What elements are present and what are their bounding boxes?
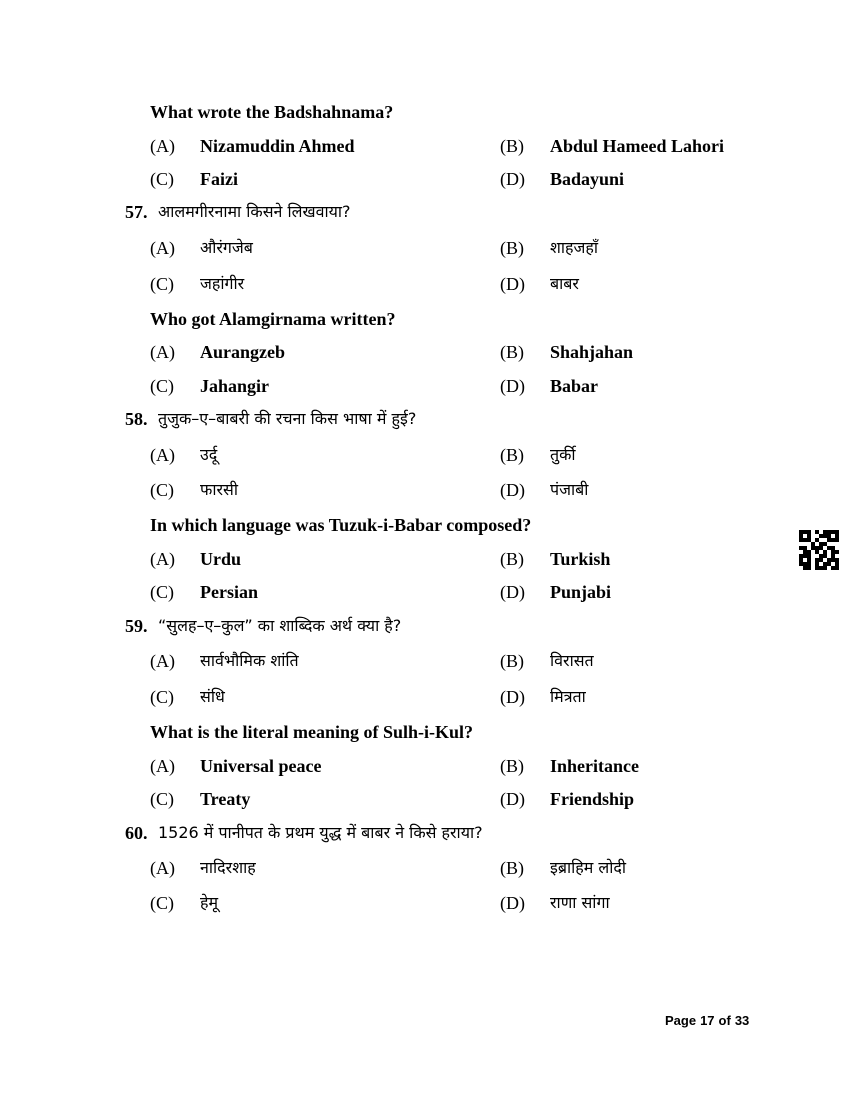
option-label: (D) <box>500 480 525 500</box>
option-label: (D) <box>500 582 525 602</box>
option-text: फारसी <box>200 480 238 499</box>
option-text: Punjabi <box>550 582 612 602</box>
question-number: 58. <box>125 409 148 429</box>
option-text: Faizi <box>200 169 238 189</box>
option-text: Babar <box>550 376 599 396</box>
option-text: विरासत <box>550 651 594 670</box>
option-text: हेमू <box>200 893 219 912</box>
option-text: Urdu <box>200 549 242 569</box>
option-label: (B) <box>500 342 524 362</box>
option-label: (A) <box>150 756 175 776</box>
option-text: शाहजहाँ <box>550 238 599 257</box>
option-label: (D) <box>500 274 525 294</box>
option-text: पंजाबी <box>550 480 589 499</box>
option-label: (B) <box>500 651 524 671</box>
option-label: (A) <box>150 136 175 156</box>
option-text: Jahangir <box>200 376 270 396</box>
option-label: (D) <box>500 169 525 189</box>
option-label: (C) <box>150 893 174 913</box>
option-text: इब्राहिम लोदी <box>550 858 627 877</box>
qr-code-icon <box>799 530 839 570</box>
option-label: (D) <box>500 687 525 707</box>
option-text: Treaty <box>200 789 251 809</box>
option-label: (A) <box>150 651 175 671</box>
option-text: Shahjahan <box>550 342 634 362</box>
option-label: (B) <box>500 136 524 156</box>
option-text: बाबर <box>550 274 579 293</box>
option-label: (B) <box>500 549 524 569</box>
option-text: संधि <box>200 687 225 706</box>
option-label: (C) <box>150 480 174 500</box>
question-text: तुजुक–ए–बाबरी की रचना किस भाषा में हुई? <box>158 409 417 428</box>
option-text: Abdul Hameed Lahori <box>550 136 725 156</box>
option-label: (B) <box>500 858 524 878</box>
question-text: What wrote the Badshahnama? <box>150 102 394 122</box>
option-label: (D) <box>500 789 525 809</box>
option-text: औरंगजेब <box>200 238 253 257</box>
option-label: (A) <box>150 445 175 465</box>
question-number: 60. <box>125 823 148 843</box>
option-text: Universal peace <box>200 756 322 776</box>
option-text: तुर्की <box>550 445 576 464</box>
option-text: उर्दू <box>200 445 218 464</box>
option-label: (D) <box>500 376 525 396</box>
question-text: 1526 में पानीपत के प्रथम युद्ध में बाबर ने किसे हराया? <box>158 823 483 842</box>
question-text: “सुलह–ए–कुल” का शाब्दिक अर्थ क्या है? <box>158 616 402 635</box>
option-text: Turkish <box>550 549 611 569</box>
option-text: मित्रता <box>550 687 586 706</box>
option-text: Inheritance <box>550 756 639 776</box>
option-label: (C) <box>150 687 174 707</box>
option-label: (C) <box>150 169 174 189</box>
option-text: नादिरशाह <box>200 858 256 877</box>
option-label: (C) <box>150 376 174 396</box>
page-word: Page <box>665 1013 697 1028</box>
option-text: सार्वभौमिक शांति <box>200 651 299 670</box>
option-label: (A) <box>150 549 175 569</box>
option-label: (A) <box>150 858 175 878</box>
option-label: (B) <box>500 445 524 465</box>
option-text: Aurangzeb <box>200 342 285 362</box>
question-number: 57. <box>125 202 148 222</box>
total-pages: 33 <box>734 1013 750 1028</box>
option-label: (B) <box>500 238 524 258</box>
option-text: Nizamuddin Ahmed <box>200 136 355 156</box>
option-label: (C) <box>150 582 174 602</box>
option-label: (A) <box>150 238 175 258</box>
question-text: Who got Alamgirnama written? <box>150 309 396 329</box>
option-label: (C) <box>150 274 174 294</box>
question-text: आलमगीरनामा किसने लिखवाया? <box>158 202 351 221</box>
option-label: (D) <box>500 893 525 913</box>
option-label: (A) <box>150 342 175 362</box>
option-text: Friendship <box>550 789 635 809</box>
question-text: In which language was Tuzuk-i-Babar composed? <box>150 515 532 535</box>
page-number <box>665 1013 753 1028</box>
option-label: (B) <box>500 756 524 776</box>
option-text: Badayuni <box>550 169 625 189</box>
option-text: Persian <box>200 582 258 602</box>
current-page: 17 <box>700 1013 715 1028</box>
question-number: 59. <box>125 616 148 636</box>
question-text: What is the literal meaning of Sulh-i-Kul? <box>150 722 474 742</box>
option-label: (C) <box>150 789 174 809</box>
option-text: राणा सांगा <box>550 893 610 912</box>
option-text: जहांगीर <box>200 274 245 293</box>
of-word: of <box>718 1013 731 1028</box>
